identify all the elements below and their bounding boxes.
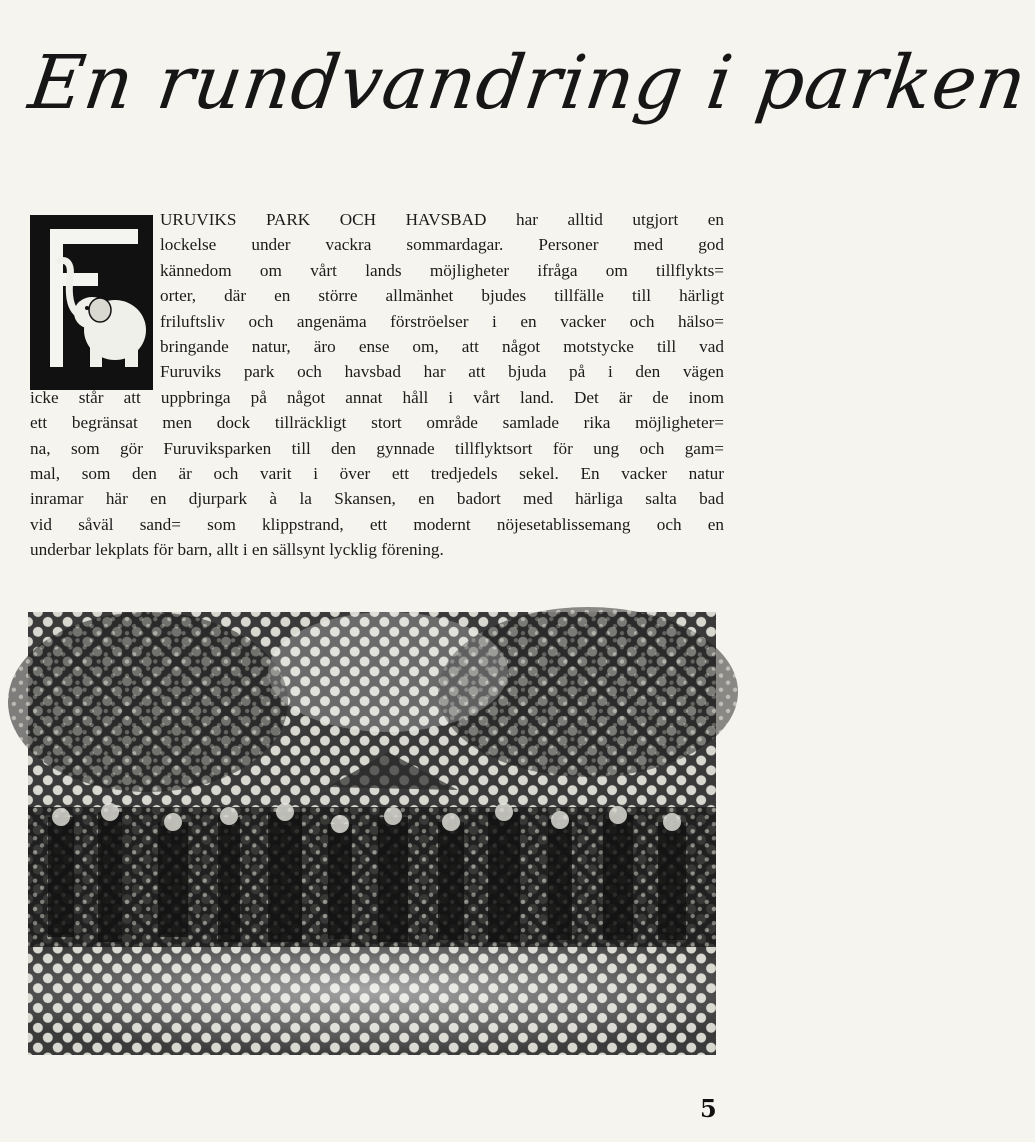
paragraph-line: kännedom om vårt lands möjligheter ifråga om tillflykts= [160, 260, 724, 280]
paragraph-line: URUVIKS PARK OCH HAVSBAD har alltid utgjort en [160, 210, 724, 229]
paragraph-line: vid såväl sand= som klippstrand, ett modernt nöjesetablissemang och en [30, 514, 724, 534]
paragraph-line: na, som gör Furuviksparken till den gynnade tillflyktsort för ung och gam= [30, 438, 724, 458]
paragraph-line: friluftsliv och angenäma förströelser i en vacker och hälso= [160, 311, 724, 331]
intro-paragraph [30, 207, 724, 562]
paragraph-line: Furuviks park och havsbad har att bjuda på i den vägen [160, 362, 724, 382]
paragraph-line: inramar här en djurpark à la Skansen, en badort med härliga salta bad [30, 489, 724, 509]
park-crowd-photo [28, 612, 716, 1055]
paragraph-line: orter, där en större allmänhet bjudes tillfälle till härligt [160, 286, 724, 306]
paragraph-line: lockelse under vackra sommardagar. Personer med god [160, 235, 724, 255]
paragraph-line: underbar lekplats för barn, allt i en sällsynt lycklig förening. [30, 540, 444, 560]
page-title: En rundvandring i parken [23, 40, 1033, 126]
paragraph-line: mal, som den är och varit i över ett tredjedels sekel. En vacker natur [30, 463, 724, 483]
paragraph-line: ett begränsat men dock tillräckligt stort område samlade rika möjligheter= [30, 413, 724, 433]
page-number: 5 [700, 1094, 717, 1123]
paragraph-line: icke står att uppbringa på något annat håll i vårt land. Det är de inom [30, 387, 724, 407]
paragraph-line: bringande natur, äro ense om, att något motstycke till vad [160, 336, 724, 356]
